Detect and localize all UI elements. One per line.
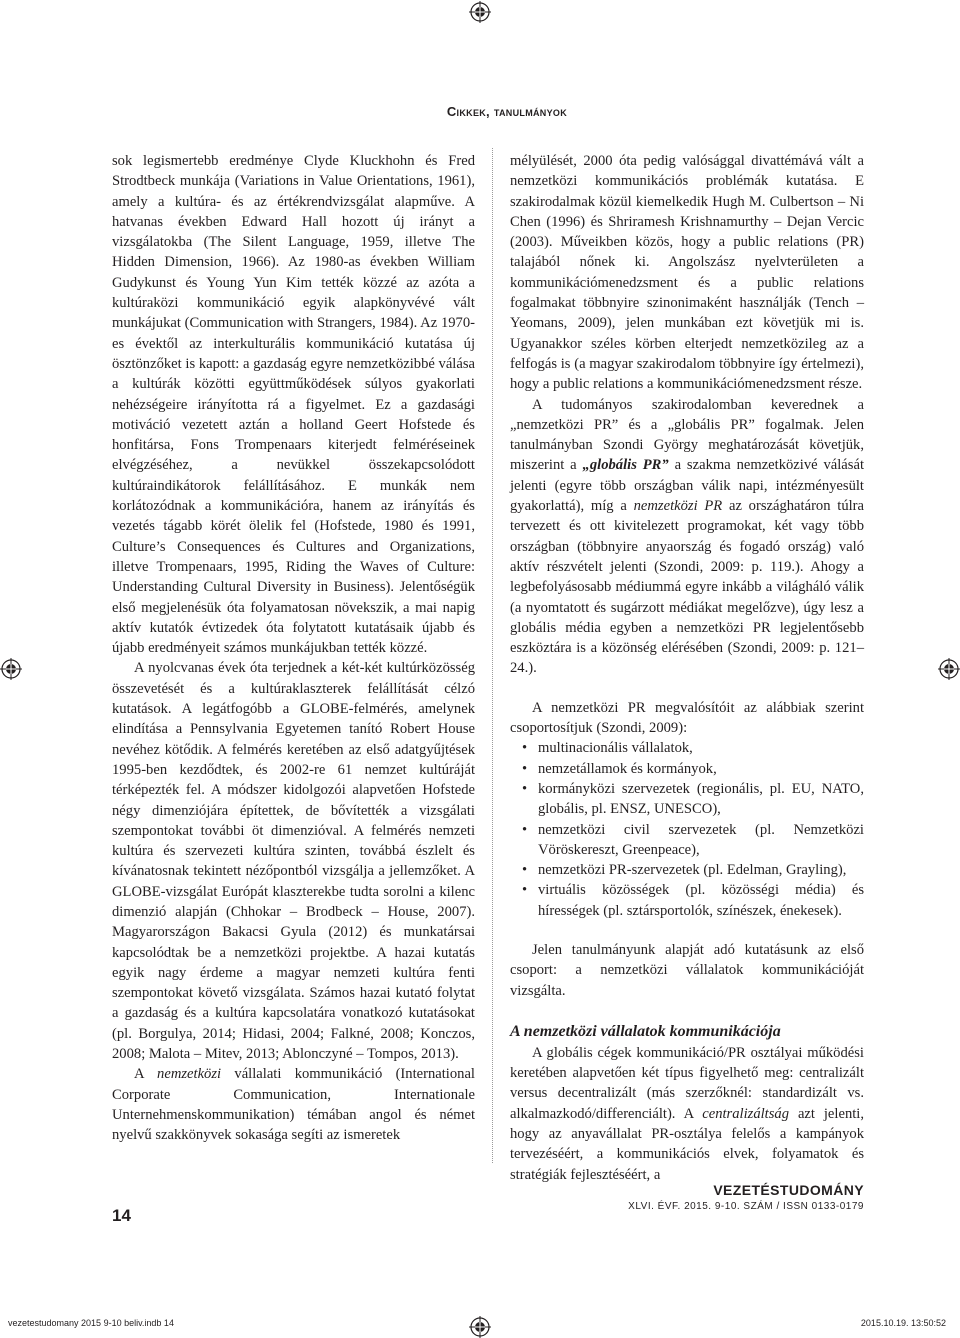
- print-slug-file: vezetestudomany 2015 9-10 beliv.indb 14: [8, 1318, 174, 1328]
- right-paragraph-5: A globális cégek kommunikáció/PR osztályai működési keretében alapvetően két típus figyelhető meg: centralizált versus decentralizált (más szerzőknél: standardizált vs. alkalmazkodó/differenciált). A centralizáltság azt jelenti, hogy az anyavállalat PR-osztálya felelős a kampányok tervezéséért, a kommunikációs elvek, folyamatok és stratégiák fejlesztéséért, a: [510, 1044, 864, 1183]
- list-item: • nemzetközi PR-szervezetek (pl. Edelman, Grayling),: [510, 860, 864, 880]
- right-paragraph-4: Jelen tanulmányunk alapját adó kutatásunk az első csoport: a nemzetközi vállalatok kommunikációját vizsgálta.: [510, 941, 864, 999]
- journal-footer: [628, 1182, 864, 1212]
- right-column: [510, 151, 864, 1185]
- right-paragraph-2: A tudományos szakirodalomban keverednek a „nemzetközi PR” és a „globális PR” fogalmak. Jelen tanulmányban Szondi György meghatározását követjük, miszerint a „globális PR” a szakma nemzetközivé válását jelenti (egyre több országban válik napi, intézményesült gyakorlattá), míg a nemzetközi PR az országhatáron túlra tervezett és ott kivitelezett programokat, két vagy több országban (többnyire anyaország és fogadó ország) való aktív részvételt jelenti (Szondi, 2009: p. 119.). Ahogy a legbefolyásosabb médiummá egyre inkább a világháló válik (a nyomtatott és sugárzott médiákat megelőzve), úgy lesz a globális média egyben a nemzetközi PR legjelentősebb eszköztára is a közönség elérésében (Szondi, 2009: p. 121–24.).: [510, 396, 865, 677]
- list-item: • nemzetállamok és kormányok,: [510, 759, 864, 779]
- running-header: [0, 104, 960, 119]
- subheading: A nemzetközi vállalatok kommunikációja: [510, 1022, 781, 1040]
- list-item: • kormányközi szervezetek (regionális, pl. EU, NATO, globális, pl. ENSZ, UNESCO),: [510, 779, 864, 820]
- right-paragraph-3: A nemzetközi PR megvalósítóit az alábbiak szerint csoportosítjuk (Szondi, 2009):: [510, 699, 864, 737]
- column-divider: [492, 148, 493, 1163]
- left-paragraph-1: sok legismertebb eredménye Clyde Kluckhohn és Fred Strodtbeck munkája (Variations in Value Orientations, 1961), amely a kultúra- és az értékrendvizsgálat alapműve. A hatvanas években Edward Hall hozott új irányt a vizsgálatokba (The Silent Language, 1959, illetve The Hidden Dimension, 1966). Az 1980-as években William Gudykunst és Young Yun Kim tették közzé az azóta a kultúraközi kommunikáció egyik alapkönyvévé vált munkájukat (Communication with Strangers, 1984). Az 1970-es évektől az interkulturális kommunikáció kutatása új ösztönzőket is kapott: a gazdaság egyre nemzetközibbé válása a kultúrák közötti együttműködések súlyos gyakorlati nehézségeire irányította rá a figyelmet. Ez a gazdasági motiváció vezetett aztán a holland Geert Hofstede és honfitársa, Fons Trompenaars kiterjedt felméréseinek elvégzéséhez, a nevükkel összekapcsolódott kultúraindikátorok felállításához. E munkák nem korlátozódnak a kommunikációra, hanem az irányítás és vezetés tágabb körét ölelik fel (Hofstede, 1980 és 1991, Culture’s Consequences és Cultures and Organizations, illetve Trompenaars, 1995, Riding the Waves of Culture: Understanding Cultural Diversity in Business). Jelentőségük első megjelenésük óta folyamatosan növekszik, a mai napig aktív kutatók évtizedek óta folytatott kutatásaik újabb és újabb eredményeit számos munkájukban tették közzé.: [112, 153, 475, 657]
- registration-mark-bottom-icon: [469, 1316, 491, 1338]
- left-paragraph-3: A nemzetközi vállalati kommunikáció (International Corporate Communication, Internationale Unternehmenskommunikation) témában angol és német nyelvű szakkönyvek sokasága segíti az ismeretek: [112, 1066, 475, 1144]
- left-paragraph-2: A nyolcvanas évek óta terjednek a két-két kultúrközösség összevetését és a kultúraklaszterek felállítását célzó kutatások. A legátfogóbb a GLOBE-felmérés, amelynek elindítása a Pennsylvania Egyetemen tanító Robert House nevéhez kötődik. A felmérés keretében az első adatgyűjtések 1995-ben kezdődtek, és 2002-re 61 nemzet kultúráját térképezték fel. A módszer kidolgozói alapvetően Hofstede négy dimenziójára építettek, de bővítették a vizsgálati szempontokat további öt dimenzióval. A felmérés nemzeti kultúra és szervezeti kultúra szinten, továbbá észlelt és kívánatosnak tekintett nézőpontból vizsgálja a jellemzőket. A GLOBE-vizsgálat Európát klaszterekbe tudta sorolni a kilenc dimenzió alapján (Chhokar – Brodbeck – House, 2007). Magyarországon Bakacsi Gyula (2012) és munkatársai kapcsolódtak be a nemzetközi projektbe. A hazai kutatás egyik nagy érdeme a magyar nemzeti kultúra fenti szempontokat követő vizsgálata. Számos hazai kutató folytat a gazdaság és a kultúra kapcsolatára vonatkozó kutatásokat (pl. Borgulya, 2014; Hidasi, 2004; Falkné, 2008; Konczos, 2008; Malota – Mitev, 2013; Ablonczyné – Tompos, 2013).: [112, 660, 475, 1063]
- list-item: • nemzetközi civil szervezetek (pl. Nemzetközi Vöröskereszt, Greenpeace),: [510, 820, 864, 861]
- registration-mark-right-icon: [938, 658, 960, 680]
- left-column: [112, 151, 475, 1146]
- registration-mark-top-icon: [469, 1, 491, 23]
- list-item: • multinacionális vállalatok,: [510, 738, 864, 758]
- page-number: 14: [112, 1206, 131, 1225]
- list-item: • virtuális közösségek (pl. közösségi média) és hírességek (pl. sztársportolók, színészek, énekesek).: [510, 880, 864, 921]
- journal-title: VEZETÉSTUDOMÁNY: [713, 1182, 864, 1198]
- registration-mark-left-icon: [0, 658, 22, 680]
- print-slug-timestamp: 2015.10.19. 13:50:52: [860, 1318, 946, 1328]
- bullet-list: [510, 738, 864, 921]
- section-title: Cikkek, tanulmányok: [446, 104, 567, 119]
- journal-issue: XLVI. ÉVF. 2015. 9-10. SZÁM / ISSN 0133-0179: [628, 1201, 864, 1212]
- right-paragraph-1: mélyülését, 2000 óta pedig valósággal divattémává vált a nemzetközi kommunikációs problémák kutatása. E szakirodalmak közül kiemelkedik Hugh M. Culbertson – Ni Chen (1996) és Shriramesh Krishnamurthy – Dejan Vercic (2003). Műveikben közös, hogy a public relations (PR) talajából nőnek ki. Angolszász nyelvterületen a kommunikációmenedzsment és a public relations fogalmakat többnyire szinonimaként használják (Tench – Yeomans, 2009), jelen munkában ezt követjük mi is. Ugyanakkor széles körben elterjedt nemzetközileg az a felfogás is (a magyar szakirodalom többnyire így értelmezi), hogy a public relations a kommunikációmenedzsment része.: [510, 153, 864, 393]
